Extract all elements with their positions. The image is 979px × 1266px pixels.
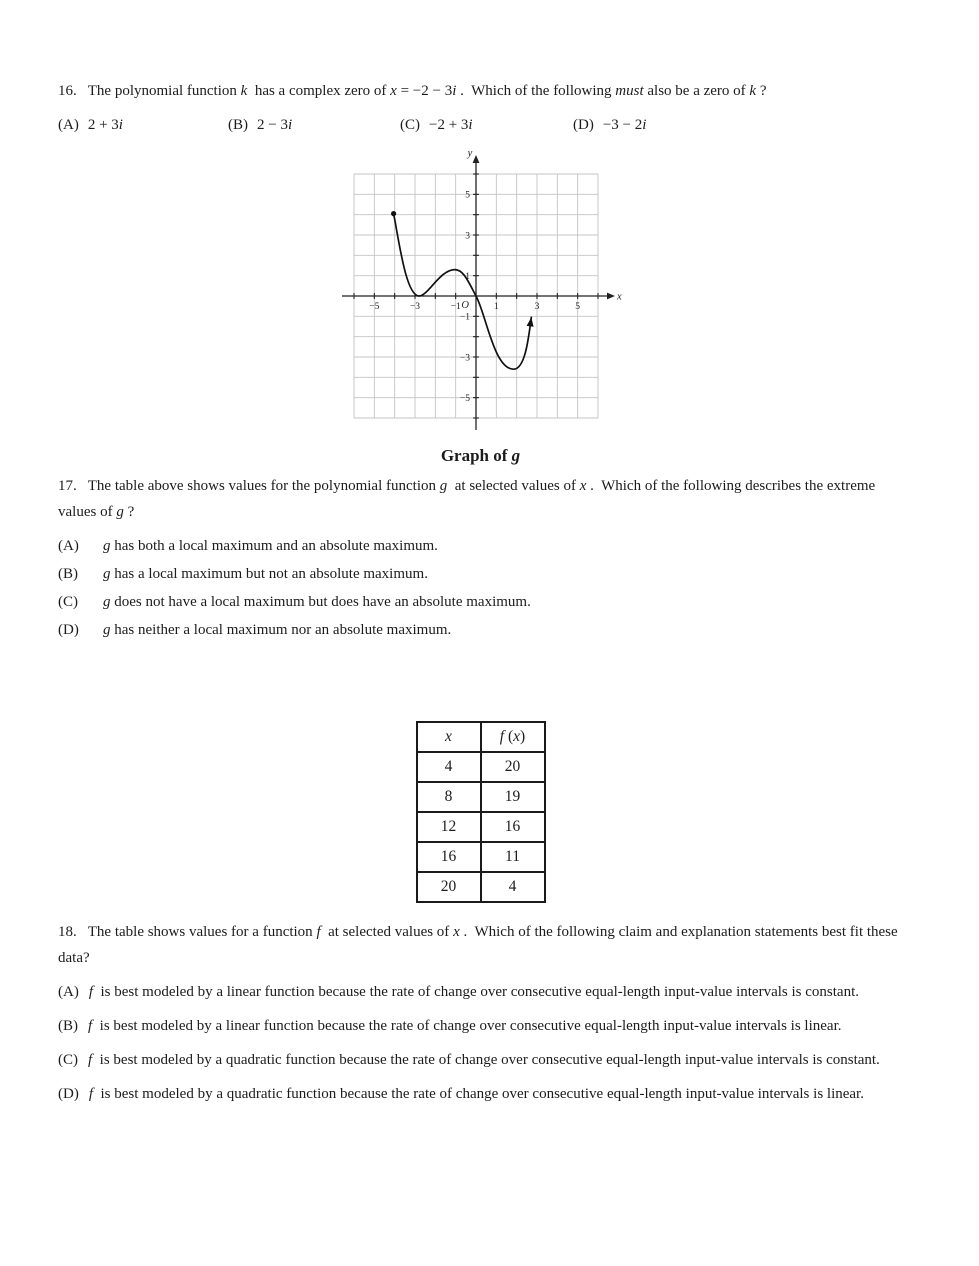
option-text: f is best modeled by a quadratic function because the rate of change over consecutive equal-length input-value intervals is constant. bbox=[88, 1052, 880, 1068]
curve-start-dot bbox=[391, 211, 396, 216]
option-label: (D) bbox=[58, 1086, 79, 1102]
origin-label: O bbox=[460, 300, 469, 311]
question-17-options bbox=[58, 533, 903, 643]
answer-option bbox=[58, 112, 228, 138]
curve-end-arrow bbox=[526, 317, 533, 326]
answer-option bbox=[58, 1013, 903, 1039]
table-cell: 4 bbox=[417, 752, 481, 782]
y-axis-arrow bbox=[472, 155, 479, 163]
table-header-cell: f (x) bbox=[481, 722, 545, 752]
option-text: g does not have a local maximum but does have an absolute maximum. bbox=[103, 594, 531, 610]
option-label: (A) bbox=[58, 538, 79, 554]
answer-option bbox=[573, 112, 903, 138]
question-number: 16. bbox=[58, 83, 77, 99]
option-text: f is best modeled by a quadratic function because the rate of change over consecutive equal-length input-value intervals is linear. bbox=[88, 1086, 864, 1102]
y-axis-label: y bbox=[467, 148, 472, 159]
question-text: The table shows values for a function f at selected values of x . Which of the following claim and explanation statements best fit these data? bbox=[58, 924, 902, 966]
question-18-options bbox=[58, 979, 903, 1107]
x-axis-arrow bbox=[607, 293, 615, 300]
question-17-stem bbox=[58, 473, 903, 525]
answer-option bbox=[58, 617, 903, 643]
table-row bbox=[417, 842, 545, 872]
tick-labels bbox=[369, 191, 580, 404]
answer-option bbox=[58, 1047, 903, 1073]
question-16-stem bbox=[58, 0, 903, 104]
question-text: The polynomial function k has a complex zero of x = −2 − 3i . Which of the following must also be a zero of k ? bbox=[87, 83, 767, 99]
option-text: f is best modeled by a linear function because the rate of change over consecutive equal-length input-value intervals is constant. bbox=[88, 984, 859, 1000]
answer-option bbox=[400, 112, 573, 138]
svg-text:5: 5 bbox=[574, 302, 580, 312]
option-text: g has both a local maximum and an absolute maximum. bbox=[103, 538, 438, 554]
option-label: (C) bbox=[58, 594, 78, 610]
option-label: (C) bbox=[400, 117, 420, 133]
table-row bbox=[417, 812, 545, 842]
svg-text:−5: −5 bbox=[459, 393, 470, 404]
option-label: (B) bbox=[58, 1018, 78, 1034]
answer-option bbox=[58, 979, 903, 1005]
table-row bbox=[417, 782, 545, 812]
table-cell: 20 bbox=[417, 872, 481, 902]
svg-text:1: 1 bbox=[493, 302, 499, 312]
question-number: 17. bbox=[58, 478, 77, 494]
table-cell: 16 bbox=[417, 842, 481, 872]
option-text: g has neither a local maximum nor an absolute maximum. bbox=[103, 622, 452, 638]
answer-option bbox=[58, 1081, 903, 1107]
question-text: The table above shows values for the polynomial function g at selected values of x . Which of the following describes the extreme values of g ? bbox=[58, 478, 879, 520]
svg-text:−3: −3 bbox=[459, 353, 470, 364]
table-cell: 20 bbox=[481, 752, 545, 782]
question-16-options bbox=[58, 112, 903, 138]
curve-g bbox=[393, 214, 531, 370]
question-number: 18. bbox=[58, 924, 77, 940]
table-cell: 11 bbox=[481, 842, 545, 872]
table-cell: 12 bbox=[417, 812, 481, 842]
answer-option bbox=[58, 589, 903, 615]
table-cell: 8 bbox=[417, 782, 481, 812]
svg-text:−5: −5 bbox=[368, 302, 379, 312]
graph-figure bbox=[58, 146, 903, 467]
table-row bbox=[417, 872, 545, 902]
option-label: (B) bbox=[58, 566, 78, 582]
values-table bbox=[416, 721, 546, 903]
table-header-cell: x bbox=[417, 722, 481, 752]
option-text: g has a local maximum but not an absolute maximum. bbox=[103, 566, 428, 582]
x-axis-label: x bbox=[616, 291, 622, 303]
table-row bbox=[417, 752, 545, 782]
svg-text:−3: −3 bbox=[409, 302, 420, 312]
option-text: −3 − 2i bbox=[602, 117, 647, 133]
table-cell: 4 bbox=[481, 872, 545, 902]
svg-text:−1: −1 bbox=[450, 302, 461, 312]
answer-option bbox=[228, 112, 400, 138]
option-text: f is best modeled by a linear function because the rate of change over consecutive equal-length input-value intervals is linear. bbox=[88, 1018, 842, 1034]
option-text: 2 + 3i bbox=[87, 117, 123, 133]
question-18-stem bbox=[58, 919, 903, 971]
graph-caption: Graph of g bbox=[440, 446, 521, 465]
option-text: −2 + 3i bbox=[429, 117, 473, 133]
option-label: (B) bbox=[228, 117, 248, 133]
svg-text:5: 5 bbox=[464, 190, 470, 201]
svg-text:1: 1 bbox=[464, 271, 470, 282]
option-label: (A) bbox=[58, 984, 79, 1000]
option-label: (C) bbox=[58, 1052, 78, 1068]
svg-text:3: 3 bbox=[464, 231, 470, 242]
table-cell: 16 bbox=[481, 812, 545, 842]
answer-option bbox=[58, 561, 903, 587]
option-label: (A) bbox=[58, 117, 79, 133]
option-label: (D) bbox=[573, 117, 594, 133]
table-cell: 19 bbox=[481, 782, 545, 812]
answer-option bbox=[58, 533, 903, 559]
option-text: 2 − 3i bbox=[257, 117, 293, 133]
option-label: (D) bbox=[58, 622, 79, 638]
graph-of-g bbox=[336, 146, 626, 438]
table-header-row bbox=[417, 722, 545, 752]
svg-text:3: 3 bbox=[534, 302, 539, 312]
svg-text:−1: −1 bbox=[459, 312, 470, 323]
